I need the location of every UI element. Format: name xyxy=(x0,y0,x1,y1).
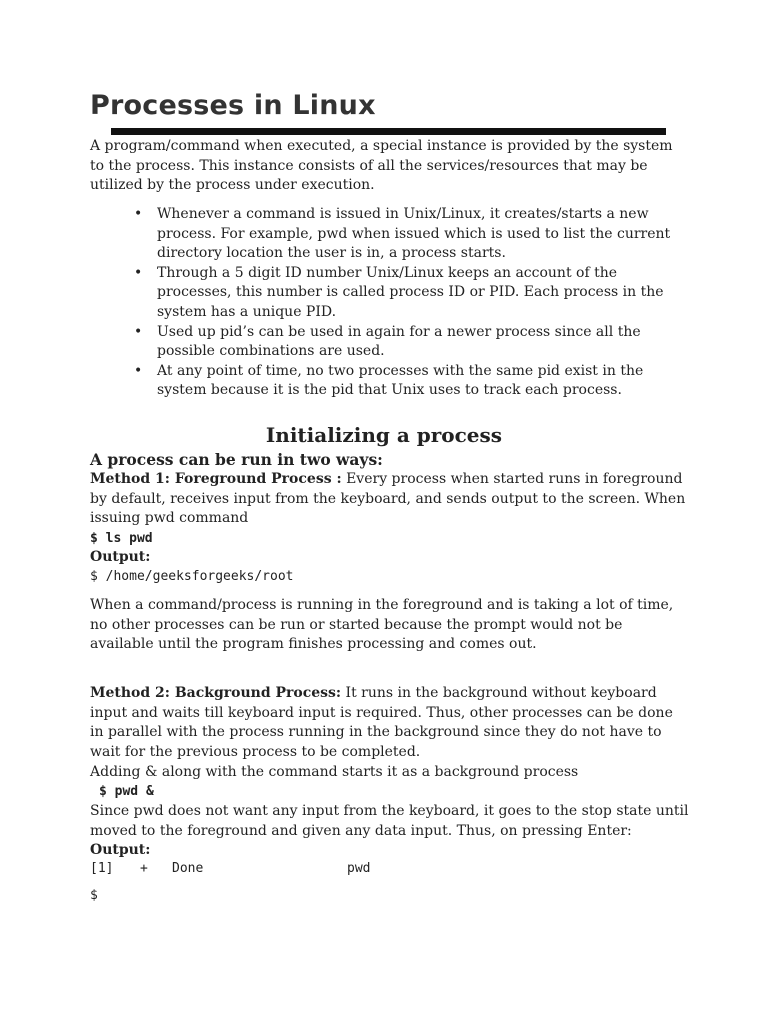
list-item-text: Used up pid’s can be used in again for a newer process since all the possible combinations are used. xyxy=(157,323,641,360)
list-item-text: Through a 5 digit ID number Unix/Linux keeps an account of the processes, this number is called process ID or PID. Each process in the system has a unique PID. xyxy=(157,264,664,320)
bullet-marker: • xyxy=(134,264,143,281)
method2-text: It runs in the background without keyboard input and waits till keyboard input is required. Thus, other processes can be done in parallel with the process running in the background since they do not have to wait for the previous process to be completed. xyxy=(90,685,673,760)
bullet-marker: • xyxy=(134,323,143,340)
list-item xyxy=(90,323,680,362)
shell-prompt: $ xyxy=(90,888,98,903)
job-status: Done xyxy=(172,861,204,876)
method2-explanation: Since pwd does not want any input from the keyboard, it goes to the stop state until moved to the foreground and given any data input. Thus, on pressing Enter: xyxy=(90,803,689,839)
bullet-marker: • xyxy=(134,362,143,379)
list-item xyxy=(90,264,680,323)
method2-output-label: Output: xyxy=(90,842,151,858)
method2-adding-line: Adding & along with the command starts it as a background process xyxy=(90,764,579,780)
list-item-text: Whenever a command is issued in Unix/Linux, it creates/starts a new process. For example, pwd when issued which is used to list the current directory location the user is in, a process starts. xyxy=(157,206,671,262)
method2-paragraph xyxy=(90,684,690,762)
job-command: pwd xyxy=(347,861,371,876)
title-underline-rule xyxy=(111,128,666,135)
method2-label: Method 2: Background Process: xyxy=(90,685,342,701)
method1-label: Method 1: Foreground Process : xyxy=(90,471,342,487)
method1-output-label: Output: xyxy=(90,549,151,565)
page-title: Processes in Linux xyxy=(90,90,376,121)
list-item-text: At any point of time, no two processes with the same pid exist in the system because it is the pid that Unix uses to track each process. xyxy=(157,362,644,399)
job-id: [1] xyxy=(90,861,114,876)
list-item xyxy=(90,362,680,401)
intro-paragraph: A program/command when executed, a special instance is provided by the system to the process. This instance consists of all the services/resources that may be utilized by the process under execution. xyxy=(90,138,673,194)
method1-text: Every process when started runs in foreground by default, receives input from the keyboard, and sends output to the screen. When issuing pwd command xyxy=(90,471,686,527)
section-heading: Initializing a process xyxy=(265,423,503,447)
bullet-marker: • xyxy=(134,206,143,222)
job-plus: + xyxy=(140,861,148,876)
method2-command: $ pwd & xyxy=(99,784,154,799)
subheading: A process can be run in two ways: xyxy=(90,450,383,469)
list-item xyxy=(90,205,680,264)
method1-output-value: $ /home/geeksforgeeks/root xyxy=(90,569,294,584)
method1-paragraph xyxy=(90,470,690,529)
method1-note: When a command/process is running in the foreground and is taking a lot of time, no other processes can be run or started because the prompt would not be available until the program finishes processing and comes out. xyxy=(90,597,674,653)
method1-command: $ ls pwd xyxy=(90,531,153,546)
bullet-list xyxy=(90,205,680,401)
